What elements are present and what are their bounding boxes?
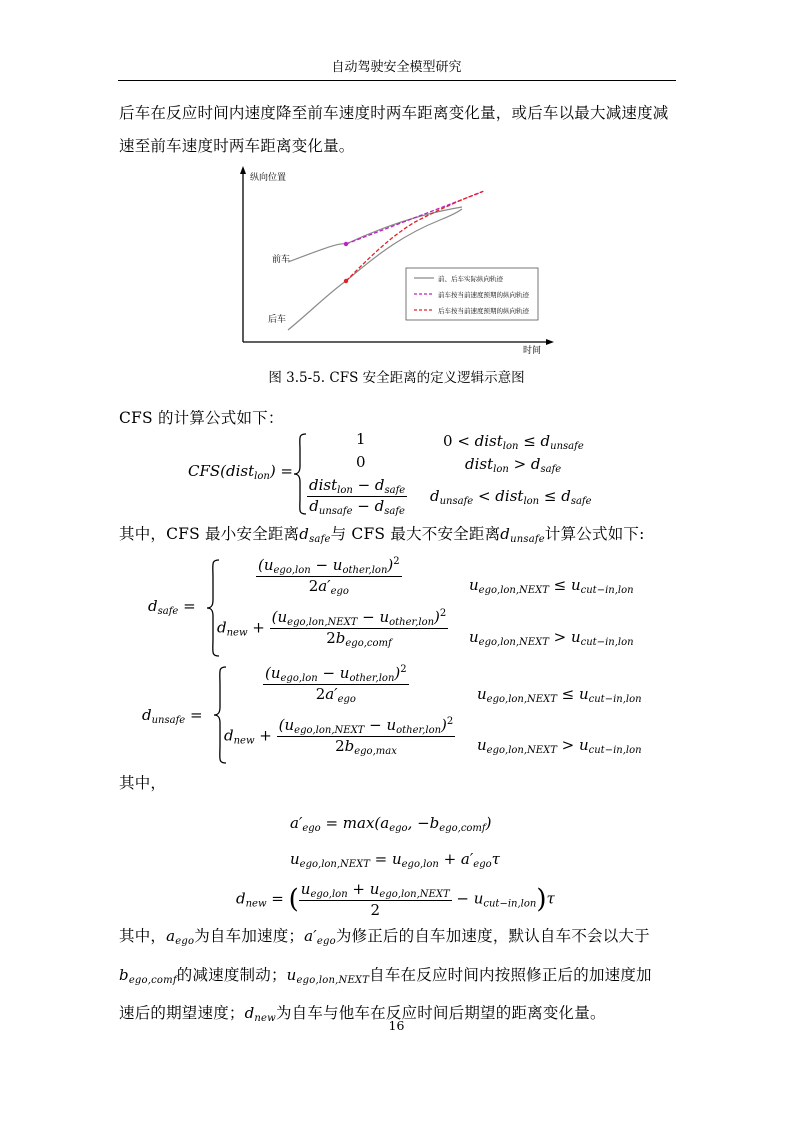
- cfs-lhs: CFS(dist$_{lon}$) =: [188, 462, 294, 482]
- a-ego-symbol: $a_{ego}$: [166, 927, 195, 947]
- x-axis-arrow-icon: [546, 339, 554, 345]
- paragraph-line: 速至前车速度时两车距离变化量。: [119, 137, 355, 155]
- rear-car-label: 后车: [268, 315, 287, 325]
- d-safe-case1: $\frac{(u_{ego,lon} - u_{other,lon})^2}{2a'_{ego}}$: [258, 556, 400, 597]
- where3-a: 其中，: [119, 927, 167, 945]
- d-unsafe-case2: $d_{new}$ + $\frac{(u_{ego,lon,NEXT} - u_{other,lon})^2}{2b_{ego,max}}$: [224, 716, 454, 757]
- d-safe-cond1: $u_{ego,lon,NEXT} \le u_{cut-in,lon}$: [469, 576, 634, 596]
- where-text-c: 计算公式如下:: [544, 525, 645, 543]
- page-number: 16: [388, 1018, 405, 1033]
- front-car-point: [344, 242, 348, 246]
- cfs-case1-cond: 0 < dist$_{lon}$ ≤ $d_{unsafe}$: [443, 432, 584, 452]
- u-next-symbol: $u_{ego,lon,NEXT}$: [286, 965, 370, 986]
- x-axis-label: 时间: [523, 346, 542, 356]
- a-prime-ego-symbol: $a'_{ego}$: [304, 927, 336, 947]
- y-axis-label: 纵向位置: [250, 173, 287, 183]
- a-prime-ego-eq: $a'_{ego} = \max(a_{ego}$, $-b_{ego,comf}$): [290, 814, 492, 834]
- d-safe-symbol: $d_{safe}$: [299, 525, 331, 545]
- d-safe-lhs: $d_{safe}$ =: [148, 597, 196, 617]
- d-new-eq: $d_{new}$ = ( $\frac{u_{ego,lon} + u_{ego,lon,NEXT}}{2}$ − $u_{cut-in,lon})\tau$: [236, 880, 555, 919]
- legend-label-rear-predicted: 后车按当前速度预期的纵向轨迹: [438, 307, 529, 315]
- paragraph-intro: [119, 97, 679, 163]
- cfs-figure: [230, 162, 560, 362]
- where3-e: 自车在反应时间内按照修正后的加速度加: [369, 965, 652, 984]
- where3-d: 的减速度制动；: [176, 965, 287, 984]
- d-unsafe-cond2: $u_{ego,lon,NEXT} > u_{cut-in,lon}$: [477, 736, 642, 756]
- where-safe-unsafe: [119, 518, 679, 556]
- y-axis-arrow-icon: [240, 166, 246, 174]
- cfs-intro: CFS 的计算公式如下：: [119, 409, 284, 427]
- paragraph-line: [119, 920, 679, 959]
- header-rule: [118, 80, 676, 81]
- rear-car-predicted-trajectory: [346, 191, 484, 281]
- legend-label-front-predicted: 前车按当前速度预期的纵向轨迹: [438, 291, 529, 299]
- d-unsafe-symbol: $d_{unsafe}$: [500, 525, 545, 545]
- where-text-a: 其中，CFS 最小安全距离: [119, 525, 300, 543]
- where3-g: 为自车与他车在反应时间后期望的距离变化量。: [275, 1004, 606, 1022]
- legend-label-actual: 前、后车实际纵向轨迹: [438, 275, 503, 283]
- running-header: 自动驾驶安全模型研究: [331, 60, 462, 75]
- d-safe-cond2: $u_{ego,lon,NEXT} > u_{cut-in,lon}$: [469, 628, 634, 648]
- paragraph-line: 后车在反应时间内速度降至前车速度时两车距离变化量，或后车以最大减速度减: [119, 104, 669, 122]
- front-car-label: 前车: [272, 255, 291, 265]
- cfs-case3-cond: $d_{unsafe}$ < dist$_{lon}$ ≤ $d_{safe}$: [430, 487, 592, 507]
- where3-f: 速后的期望速度；: [119, 1004, 245, 1022]
- cfs-case2-cond: dist$_{lon}$ > $d_{safe}$: [465, 455, 562, 475]
- figure-caption: 图 3.5-5. CFS 安全距离的定义逻辑示意图: [268, 370, 525, 386]
- cfs-case2-value: 0: [356, 453, 366, 471]
- where-text-b: 与 CFS 最大不安全距离: [330, 525, 501, 543]
- d-new-symbol: $d_{new}$: [244, 1004, 276, 1024]
- where3-c: 为修正后的自车加速度，默认自车不会以大于: [335, 927, 650, 945]
- paragraph-line: [119, 959, 679, 998]
- u-next-eq: $u_{ego,lon,NEXT} = u_{ego,lon} + a'_{ego}\tau$: [290, 850, 500, 870]
- cfs-case3-value: $\frac{dist_{lon} - d_{safe}}{d_{unsafe} - d_{safe}}$: [309, 476, 406, 517]
- rear-car-point: [344, 279, 348, 283]
- cfs-brace: [292, 432, 308, 516]
- d-unsafe-lhs: $d_{unsafe}$ =: [142, 706, 203, 726]
- b-ego-comf-symbol: $b_{ego,comf}$: [119, 965, 177, 986]
- where-label: 其中，: [119, 774, 167, 792]
- where3-b: 为自车加速度；: [194, 927, 305, 945]
- cfs-case1-value: 1: [356, 430, 366, 448]
- front-car-actual-trajectory: [288, 207, 462, 262]
- d-unsafe-cond1: $u_{ego,lon,NEXT} \le u_{cut-in,lon}$: [477, 685, 642, 705]
- front-car-predicted-trajectory: [346, 192, 482, 244]
- d-unsafe-case1: $\frac{(u_{ego,lon} - u_{other,lon})^2}{2a'_{ego}}$: [265, 664, 407, 705]
- d-safe-case2: $d_{new}$ + $\frac{(u_{ego,lon,NEXT} - u_{other,lon})^2}{2b_{ego,comf}}$: [217, 608, 447, 649]
